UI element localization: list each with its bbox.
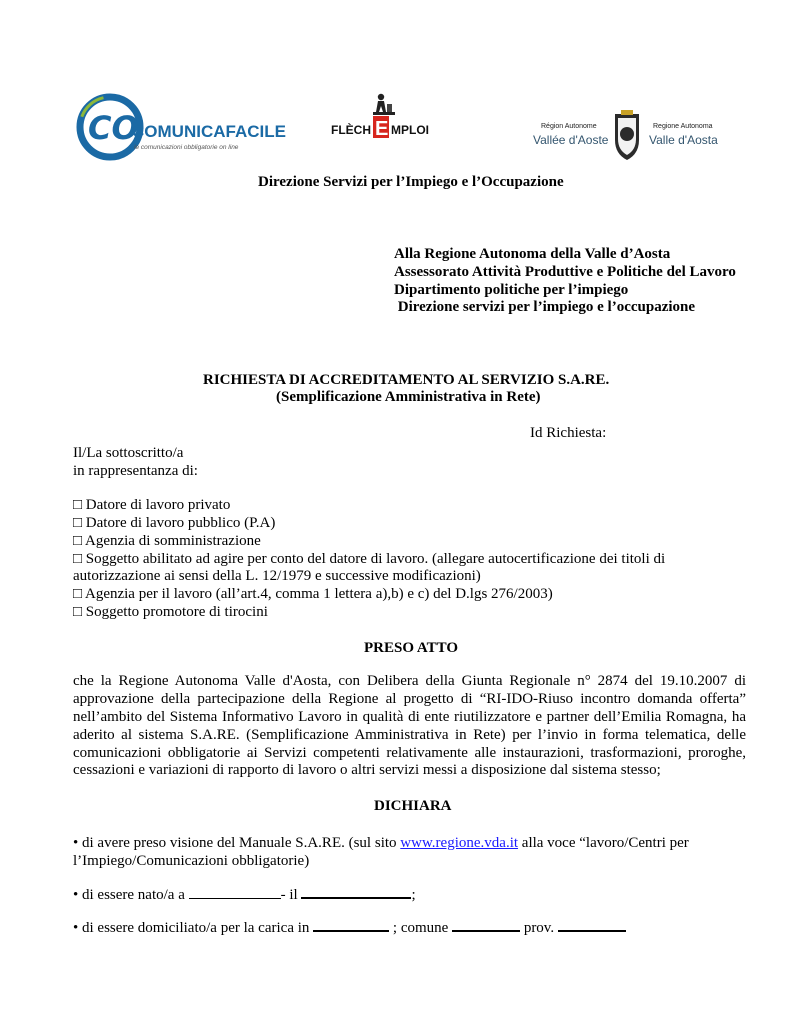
flechemploi-e: E (375, 118, 389, 140)
nato-end-text: ; (411, 887, 416, 903)
rappresentanza-label: in rappresentanza di: (73, 463, 198, 479)
region-logo (529, 110, 717, 164)
domicilio-comune-field[interactable] (452, 918, 520, 932)
preso-atto-line-1: che la Regione Autonoma Valle d'Aosta, con Delibera della Giunta Regionale n° 2874 del 19.10.2007 di (73, 673, 746, 689)
flechemploi-right: MPLOI (391, 123, 429, 137)
option-agenzia-somministrazione[interactable]: □ Agenzia di somministrazione (73, 533, 261, 549)
manuale-text-pre: • di avere preso visione del Manuale S.A.RE. (sul sito (73, 835, 401, 851)
preso-atto-line-6: cessazioni e variazioni di rapporto di lavoro o altri servizi messi a disposizione dal sistema stesso; (73, 762, 661, 778)
dichiara-manuale-line2: l’Impiego/Comunicazioni obbligatorie) (73, 853, 310, 869)
dichiara-manuale (73, 834, 689, 852)
option-datore-pubblico[interactable]: □ Datore di lavoro pubblico (P.A) (73, 515, 276, 531)
nato-text: • di essere nato/a a (73, 887, 189, 903)
option-soggetto-promotore[interactable]: □ Soggetto promotore di tirocini (73, 604, 268, 620)
dichiara-heading: DICHIARA (374, 798, 452, 814)
domicilio-carica-field[interactable] (313, 918, 389, 932)
recipient-line-4: Direzione servizi per l’impiego e l’occupazione (394, 299, 696, 315)
manuale-text-post: alla voce “lavoro/Centri per (518, 835, 689, 851)
region-right-line2: Valle d'Aosta (649, 133, 718, 147)
domicilio-prov-text: prov. (520, 920, 558, 936)
option-agenzia-lavoro[interactable]: □ Agenzia per il lavoro (all’art.4, comma 1 lettera a),b) e c) del D.lgs 276/2003) (73, 586, 553, 602)
regione-vda-link[interactable]: www.regione.vda.it (400, 835, 519, 851)
domicilio-prov-field[interactable] (558, 918, 626, 932)
recipient-line-3: Dipartimento politiche per l’impiego (394, 282, 629, 298)
comunicafacile-name: COMUNICAFACILE (132, 122, 286, 141)
region-left-line2: Vallée d'Aoste (533, 133, 609, 147)
domicilio-text: • di essere domiciliato/a per la carica in (73, 920, 314, 936)
preso-atto-line-2: approvazione della partecipazione della Regione al progetto di “RI-IDO-Riuso incontro domanda offerta” (73, 691, 746, 707)
nato-data-field[interactable] (301, 885, 411, 899)
domicilio-comune-text: ; comune (389, 920, 453, 936)
dichiara-nato (73, 885, 416, 904)
preso-atto-line-5: comunicazioni obbligatorie ai Servizi competenti relativamente alle instaurazioni, trasformazioni, proroghe, (73, 745, 746, 761)
svg-text:CO: CO (88, 109, 139, 147)
region-right-line1: Regione Autonoma (653, 123, 713, 130)
preso-atto-line-4: aderito al sistema S.A.RE. (Semplificazione Amministrativa in Rete) per l’invio in forma telematica, delle (73, 727, 746, 743)
dichiara-domicilio (73, 918, 626, 937)
nato-luogo-field[interactable] (189, 886, 281, 899)
comunicafacile-tagline: le comunicazioni obbligatorie on line (134, 144, 239, 151)
direzione-heading: Direzione Servizi per l’Impiego e l’Occupazione (258, 174, 564, 190)
option-soggetto-abilitato-cont: autorizzazione ai sensi della L. 12/1979 e successive modificazioni) (73, 568, 481, 584)
sottoscritto-label: Il/La sottoscritto/a (73, 445, 184, 461)
recipient-line-2: Assessorato Attività Produttive e Politiche del Lavoro (394, 264, 736, 280)
document-subtitle: (Semplificazione Amministrativa in Rete) (276, 389, 541, 405)
preso-atto-line-3: nell’ambito del Sistema Informativo Lavoro in qualità di ente riutilizzatore e partner dell’Emilia Romagna, ha (73, 709, 746, 725)
option-soggetto-abilitato[interactable]: □ Soggetto abilitato ad agire per conto del datore di lavoro. (allegare autocertificazione dei titoli di (73, 551, 666, 567)
recipient-line-1: Alla Regione Autonoma della Valle d’Aosta (394, 246, 671, 262)
document-title: RICHIESTA DI ACCREDITAMENTO AL SERVIZIO S.A.RE. (203, 372, 610, 388)
flechemploi-left: FLÈCH (331, 123, 371, 137)
nato-il-text: - il (280, 887, 302, 903)
region-left-line1: Région Autonome (541, 123, 597, 130)
option-datore-privato[interactable]: □ Datore di lavoro privato (73, 497, 231, 513)
id-richiesta-label: Id Richiesta: (530, 425, 607, 441)
comunicafacile-logo (76, 93, 286, 163)
preso-atto-heading: PRESO ATTO (364, 640, 459, 656)
flechemploi-logo (331, 92, 437, 144)
